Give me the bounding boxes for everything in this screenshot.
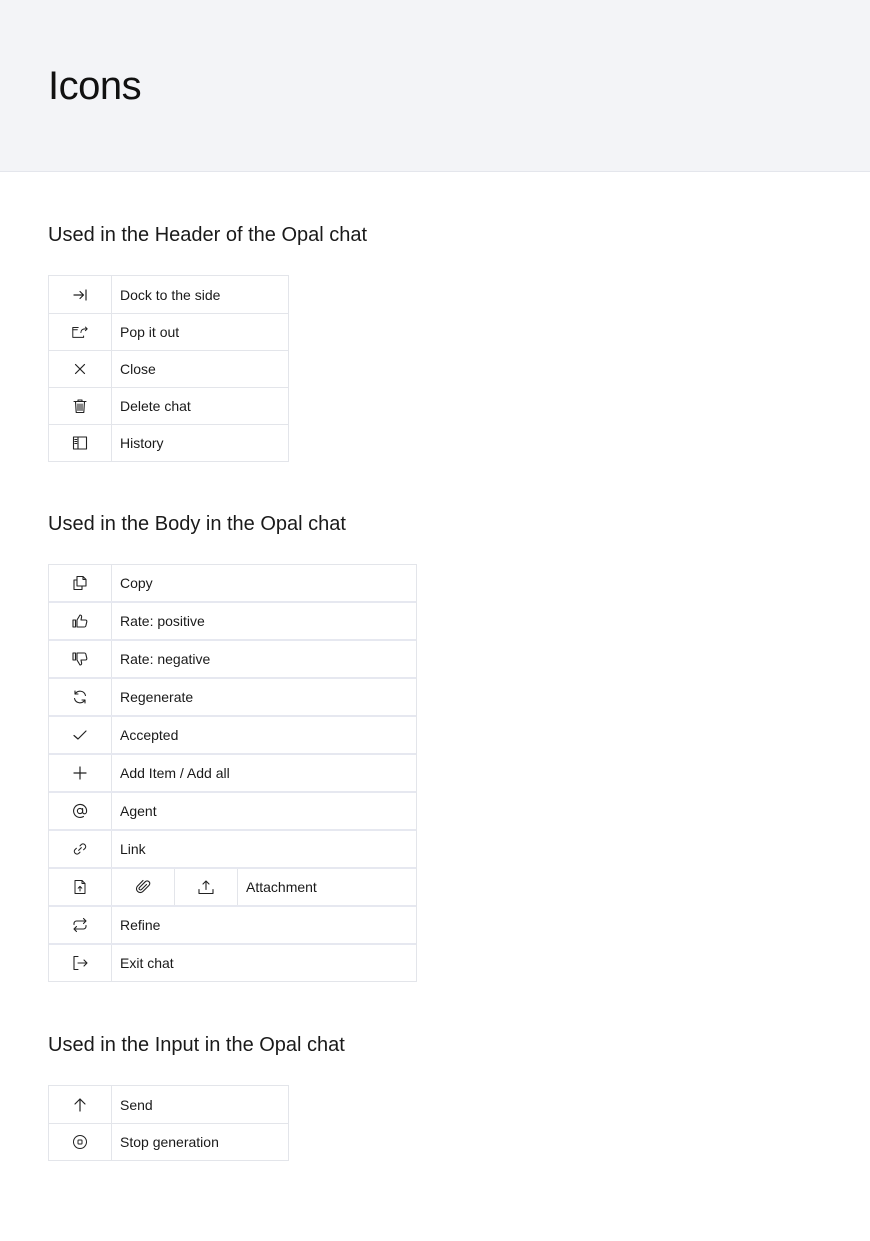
row-label: Send (120, 1096, 153, 1113)
copy-icon (49, 565, 112, 601)
dock-side-icon (49, 276, 112, 313)
table-row (49, 424, 288, 461)
icon-table-input (48, 1085, 289, 1161)
table-row (49, 601, 416, 639)
row-label: Stop generation (120, 1134, 219, 1150)
table-row (49, 943, 416, 981)
row-label: Pop it out (120, 324, 180, 340)
sidebar-panel-icon (49, 425, 112, 461)
thumbs-up-icon (49, 603, 112, 639)
table-row (49, 905, 416, 943)
row-label: Dock to the side (120, 286, 221, 303)
thumbs-down-icon (49, 641, 112, 677)
stop-circle-icon (49, 1124, 112, 1160)
at-sign-icon (49, 793, 112, 829)
close-icon (49, 351, 112, 387)
row-label: Add Item / Add all (120, 765, 230, 781)
table-row (49, 1123, 288, 1160)
row-label: Attachment (246, 879, 317, 895)
table-row (49, 1086, 288, 1123)
table-row (49, 753, 416, 791)
refine-icon (49, 907, 112, 943)
table-row (49, 677, 416, 715)
refresh-icon (49, 679, 112, 715)
row-label: Refine (120, 917, 161, 933)
icon-table-header (48, 275, 289, 462)
section-title-body: Used in the Body in the Opal chat (48, 513, 346, 535)
table-row (49, 387, 288, 424)
table-row (49, 639, 416, 677)
table-row (49, 867, 416, 905)
table-row (49, 565, 416, 601)
exit-icon (49, 945, 112, 981)
arrow-up-icon (49, 1086, 112, 1123)
file-upload-icon (49, 869, 112, 905)
page-header (0, 0, 870, 172)
page-title: Icons (48, 64, 142, 108)
link-icon (49, 831, 112, 867)
row-label: Rate: negative (120, 651, 211, 667)
trash-icon (49, 388, 112, 424)
table-row (49, 350, 288, 387)
section-title-header: Used in the Header of the Opal chat (48, 224, 368, 246)
table-row (49, 715, 416, 753)
table-row (49, 313, 288, 350)
icon-table-body (48, 564, 417, 982)
table-row (49, 829, 416, 867)
row-label: Regenerate (120, 689, 194, 705)
check-icon (49, 717, 112, 753)
paperclip-icon (112, 869, 175, 905)
plus-icon (49, 755, 112, 791)
row-label: Delete chat (120, 398, 191, 414)
row-label: History (120, 435, 164, 451)
upload-tray-icon (175, 869, 238, 905)
row-label: Agent (120, 803, 157, 819)
row-label: Rate: positive (120, 613, 205, 629)
table-row (49, 276, 288, 313)
row-label: Link (120, 841, 146, 857)
row-label: Accepted (120, 727, 179, 743)
pop-out-icon (49, 314, 112, 350)
row-label: Copy (120, 575, 153, 591)
row-label: Exit chat (120, 955, 174, 971)
section-title-input: Used in the Input in the Opal chat (48, 1034, 345, 1056)
row-label: Close (120, 361, 156, 377)
table-row (49, 791, 416, 829)
